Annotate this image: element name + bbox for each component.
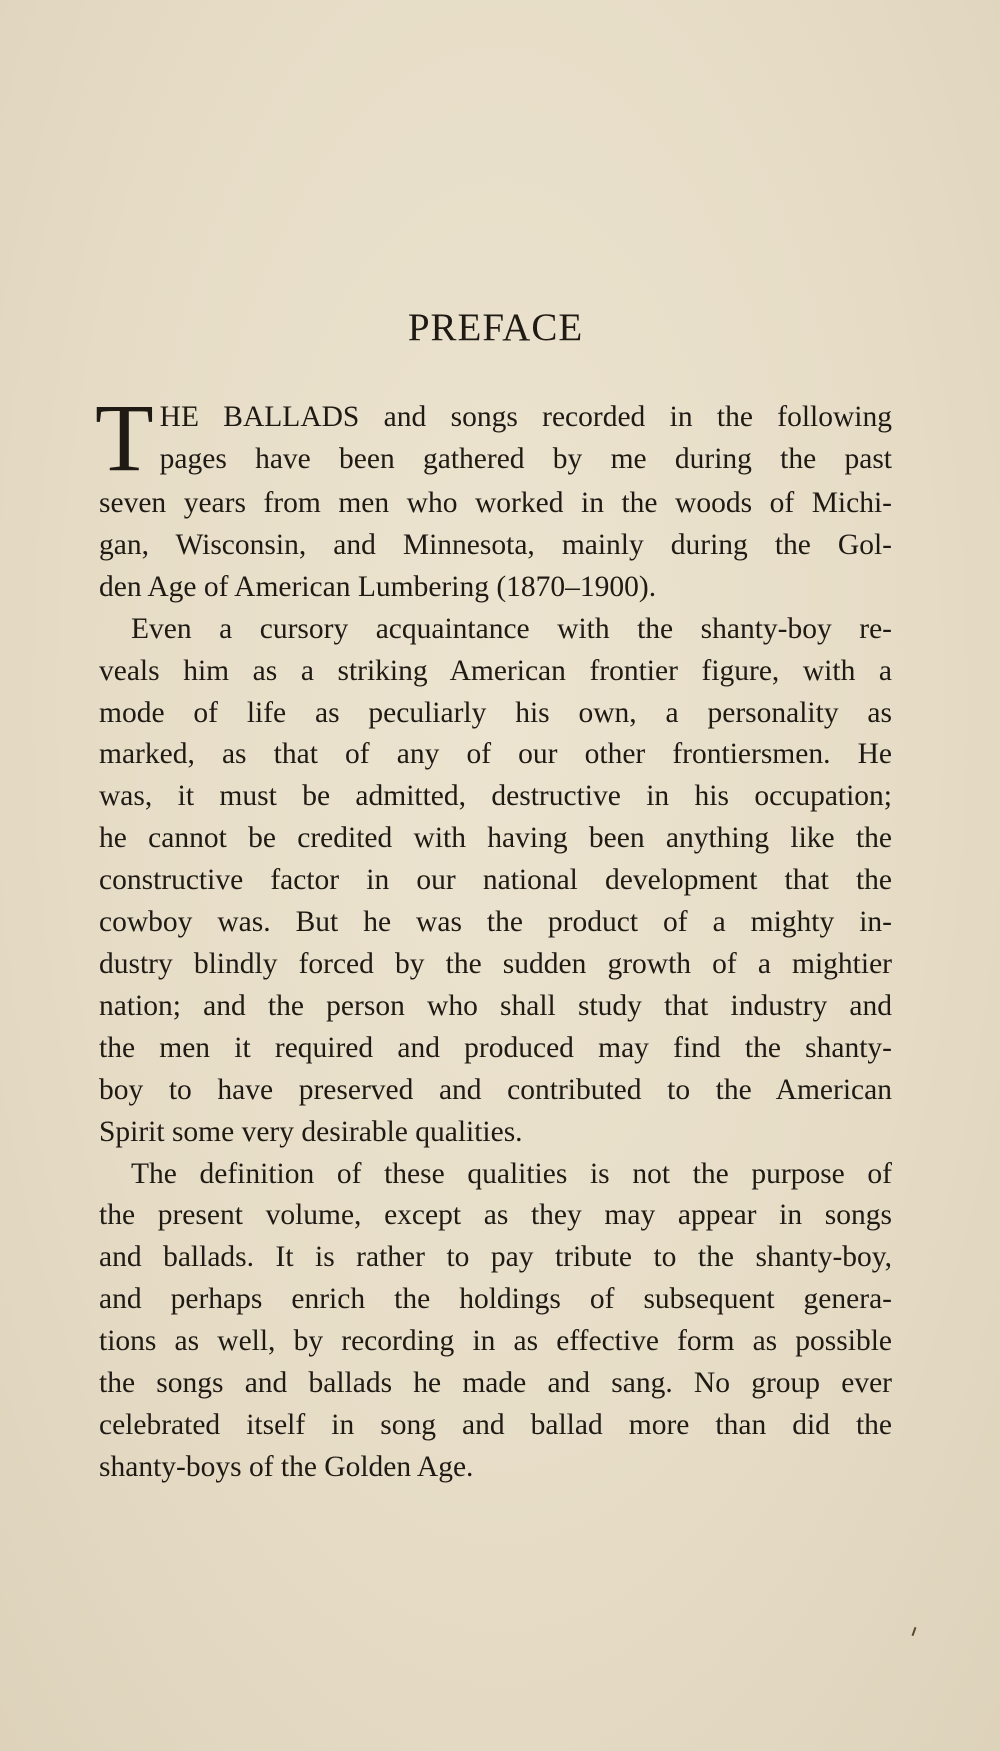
text-line: and perhaps enrich the holdings of subsequent genera-	[99, 1283, 892, 1316]
text-line: he cannot be credited with having been anything like the	[99, 822, 892, 855]
text-line: marked, as that of any of our other frontiersmen. He	[99, 738, 892, 771]
paragraph-1	[95, 384, 892, 609]
text-line: the songs and ballads he made and sang. No group ever	[99, 1367, 892, 1400]
text-line: shanty-boys of the Golden Age.	[99, 1450, 474, 1483]
text-line: mode of life as peculiarly his own, a personality as	[99, 696, 892, 729]
text-line: HE BALLADS and songs recorded in the following	[159, 401, 892, 433]
text-line: nation; and the person who shall study that industry and	[99, 989, 892, 1022]
text-line: and ballads. It is rather to pay tribute to the shanty-boy,	[99, 1241, 892, 1274]
text-line: Spirit some very desirable qualities.	[99, 1115, 523, 1148]
text-line: tions as well, by recording in as effective form as possible	[99, 1325, 892, 1358]
text-line: cowboy was. But he was the product of a mighty in-	[99, 906, 892, 939]
text-line: pages have been gathered by me during the past	[159, 442, 892, 475]
text-line: Even a cursory acquaintance with the shanty-boy re-	[131, 612, 892, 645]
text-line: the men it required and produced may find the shanty-	[99, 1031, 892, 1064]
text-line: gan, Wisconsin, and Minnesota, mainly during the Gol-	[99, 528, 892, 561]
paragraph-3	[99, 1154, 892, 1489]
text-line: constructive factor in our national development that the	[99, 864, 892, 897]
text-line: den Age of American Lumbering (1870–1900).	[99, 570, 657, 603]
text-line: veals him as a striking American frontier figure, with a	[99, 654, 892, 687]
text-line: boy to have preserved and contributed to the American	[99, 1073, 892, 1106]
ink-speck	[912, 1627, 917, 1636]
text-line: the present volume, except as they may appear in songs	[99, 1199, 892, 1232]
text-line: seven years from men who worked in the woods of Michi-	[99, 487, 892, 519]
paragraph-2	[99, 609, 892, 1154]
text-line: celebrated itself in song and ballad more than did the	[99, 1408, 892, 1441]
text-line: was, it must be admitted, destructive in his occupation;	[99, 780, 892, 813]
text-line: The definition of these qualities is not the purpose of	[131, 1157, 892, 1190]
text-line: dustry blindly forced by the sudden growth of a mightier	[99, 947, 892, 980]
preface-body	[95, 384, 892, 1489]
drop-cap: T	[95, 384, 154, 491]
page-title: PREFACE	[407, 306, 584, 349]
page	[95, 0, 892, 1751]
